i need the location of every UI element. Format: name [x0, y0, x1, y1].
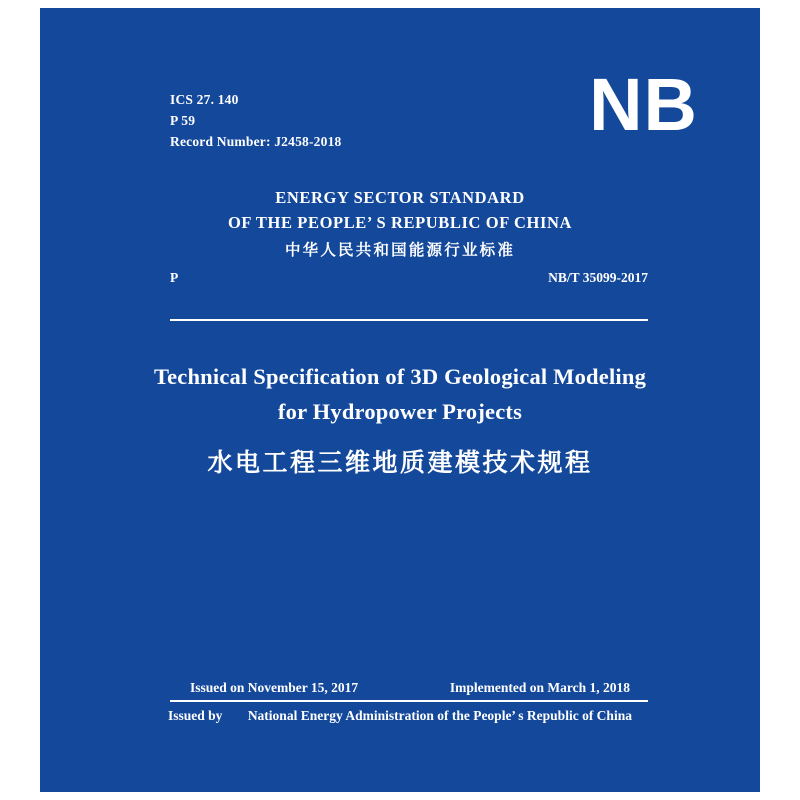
- standard-header-chinese: 中华人民共和国能源行业标准: [284, 240, 516, 259]
- ics-block: [170, 90, 341, 153]
- dates-row: [190, 680, 630, 696]
- classification-letter: P: [170, 270, 179, 285]
- issued-date: Issued on November 15, 2017: [190, 680, 359, 695]
- nb-logo: NB: [589, 63, 698, 146]
- classification-code: P 59: [170, 112, 196, 128]
- title-en-line2: for Hydropower Projects: [277, 398, 523, 424]
- ics-number: ICS 27. 140: [170, 92, 239, 107]
- standard-header-line1: ENERGY SECTOR STANDARD: [275, 188, 525, 207]
- issuer: [40, 708, 760, 724]
- standard-cover: [40, 8, 760, 792]
- record-number: Record Number: J2458-2018: [170, 133, 342, 149]
- issuer-label: Issued by: [168, 708, 223, 723]
- implemented-date: Implemented on March 1, 2018: [449, 680, 630, 695]
- standard-header: [40, 186, 760, 265]
- standard-header-line2: OF THE PEOPLE’ S REPUBLIC OF CHINA: [227, 212, 573, 232]
- standard-number: NB/T 35099-2017: [548, 270, 648, 285]
- code-row: [170, 270, 648, 286]
- issuer-name: National Energy Administration of the People’ s Republic of China: [247, 708, 632, 723]
- page-title: [110, 360, 690, 481]
- divider-bottom: [170, 700, 648, 702]
- title-en-line1: Technical Specification of 3D Geological Modeling: [153, 364, 647, 389]
- divider-top: [170, 319, 648, 321]
- title-chinese: 水电工程三维地质建模技术规程: [207, 447, 593, 477]
